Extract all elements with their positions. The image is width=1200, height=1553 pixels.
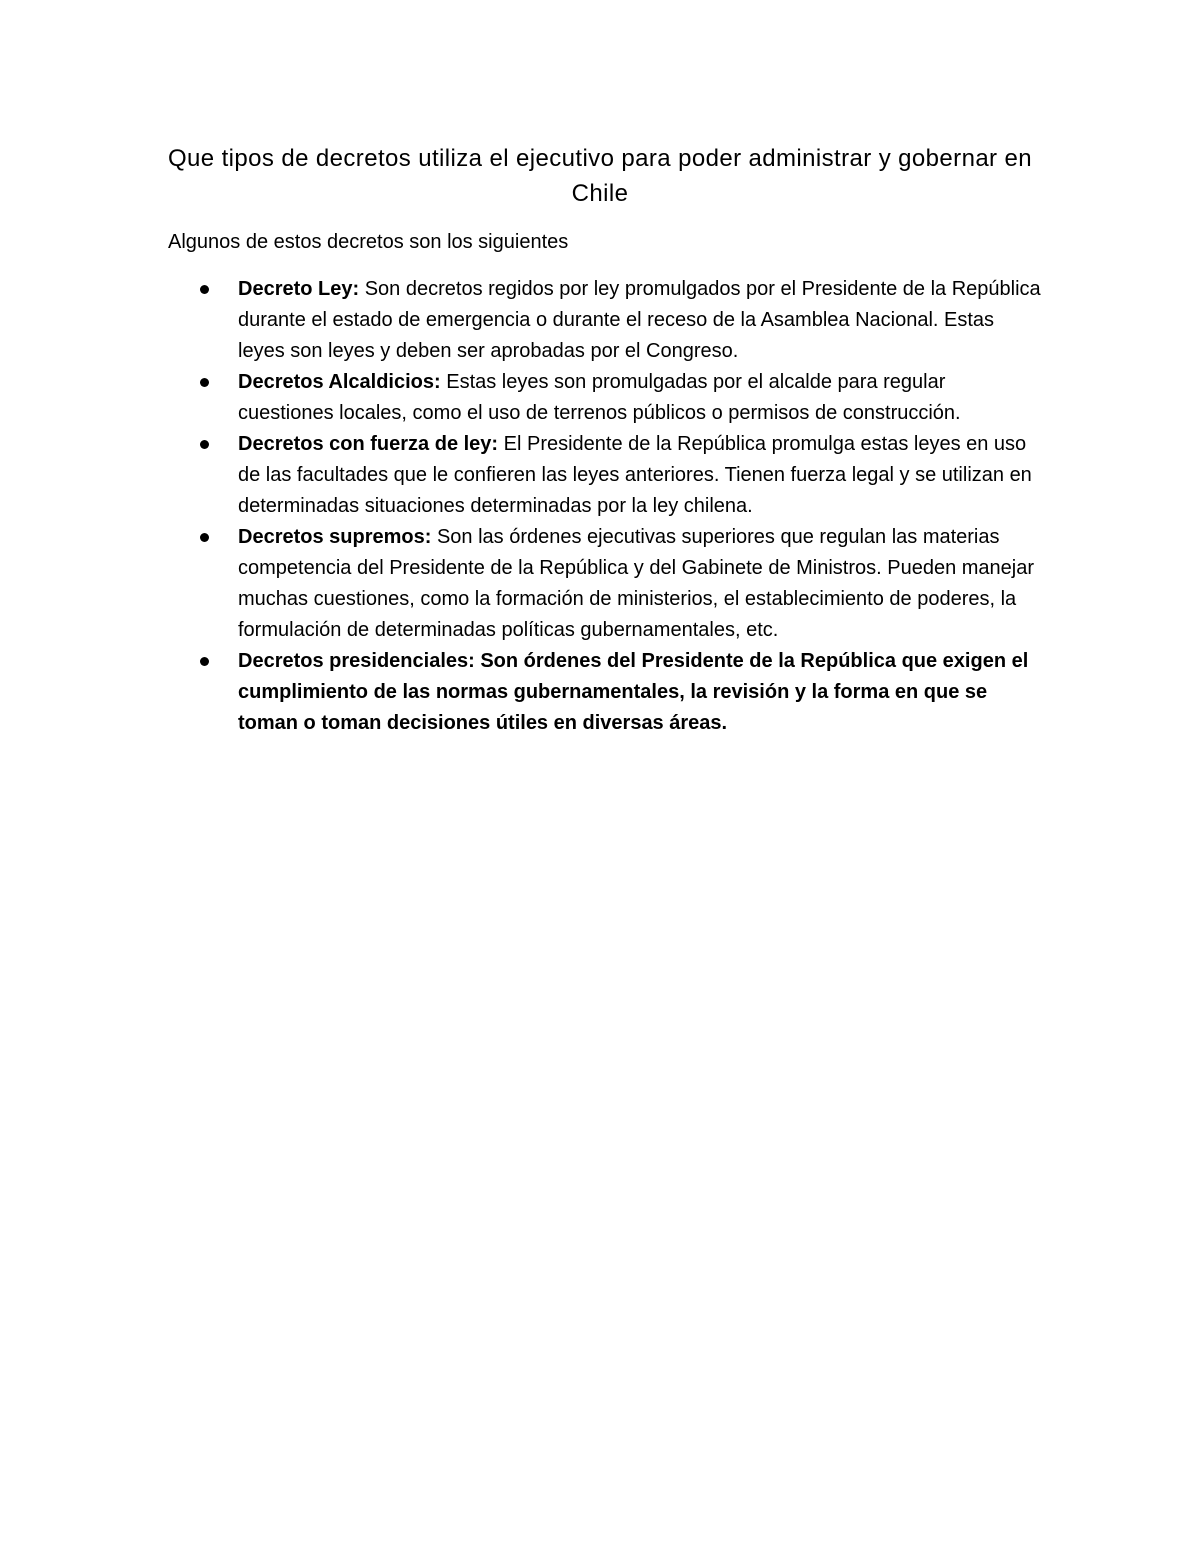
decree-definition: El Presidente de la República promulga estas leyes en uso de las facultades que le confieren las leyes anteriores. Tienen fuerza legal y se utilizan en determinadas situaciones determinadas por la ley chilena.: [238, 433, 1032, 517]
decree-definition: Son órdenes del Presidente de la República que exigen el cumplimiento de las normas gubernamentales, la revisión y la forma en que se toman o toman decisiones útiles en diversas áreas.: [238, 650, 1029, 734]
bullet-icon: [200, 285, 209, 294]
document-title: Que tipos de decretos utiliza el ejecutivo para poder administrar y gobernar en Chile: [167, 145, 1033, 207]
list-item-decretos-fuerza-de-ley: [196, 429, 1046, 522]
decree-list: [196, 274, 1046, 739]
intro-text: Algunos de estos decretos son los siguientes: [168, 231, 569, 253]
bullet-icon: [200, 533, 209, 542]
decree-term: Decretos Alcaldicios:: [238, 371, 441, 393]
list-item-decretos-presidenciales: [196, 646, 1046, 739]
list-item-decretos-supremos: [196, 522, 1046, 646]
list-item-decretos-alcaldicios: [196, 367, 1046, 429]
decree-term: Decreto Ley:: [238, 278, 360, 300]
bullet-icon: [200, 440, 209, 449]
decree-definition: Estas leyes son promulgadas por el alcalde para regular cuestiones locales, como el uso de terrenos públicos o permisos de construcción.: [238, 371, 961, 424]
decree-term: Decretos supremos:: [238, 526, 432, 548]
decree-definition: Son las órdenes ejecutivas superiores que regulan las materias competencia del Presidente de la República y del Gabinete de Ministros. Pueden manejar muchas cuestiones, como la formación de ministerios, el establecimiento de poderes, la formulación de determinadas políticas gubernamentales, etc.: [238, 526, 1035, 641]
decree-term: Decretos con fuerza de ley:: [238, 433, 499, 455]
decree-term: Decretos presidenciales:: [238, 650, 475, 672]
bullet-icon: [200, 657, 209, 666]
bullet-icon: [200, 378, 209, 387]
list-item-decreto-ley: [196, 274, 1046, 367]
decree-definition: Son decretos regidos por ley promulgados por el Presidente de la República durante el estado de emergencia o durante el receso de la Asamblea Nacional. Estas leyes son leyes y deben ser aprobadas por el Congreso.: [238, 278, 1041, 362]
